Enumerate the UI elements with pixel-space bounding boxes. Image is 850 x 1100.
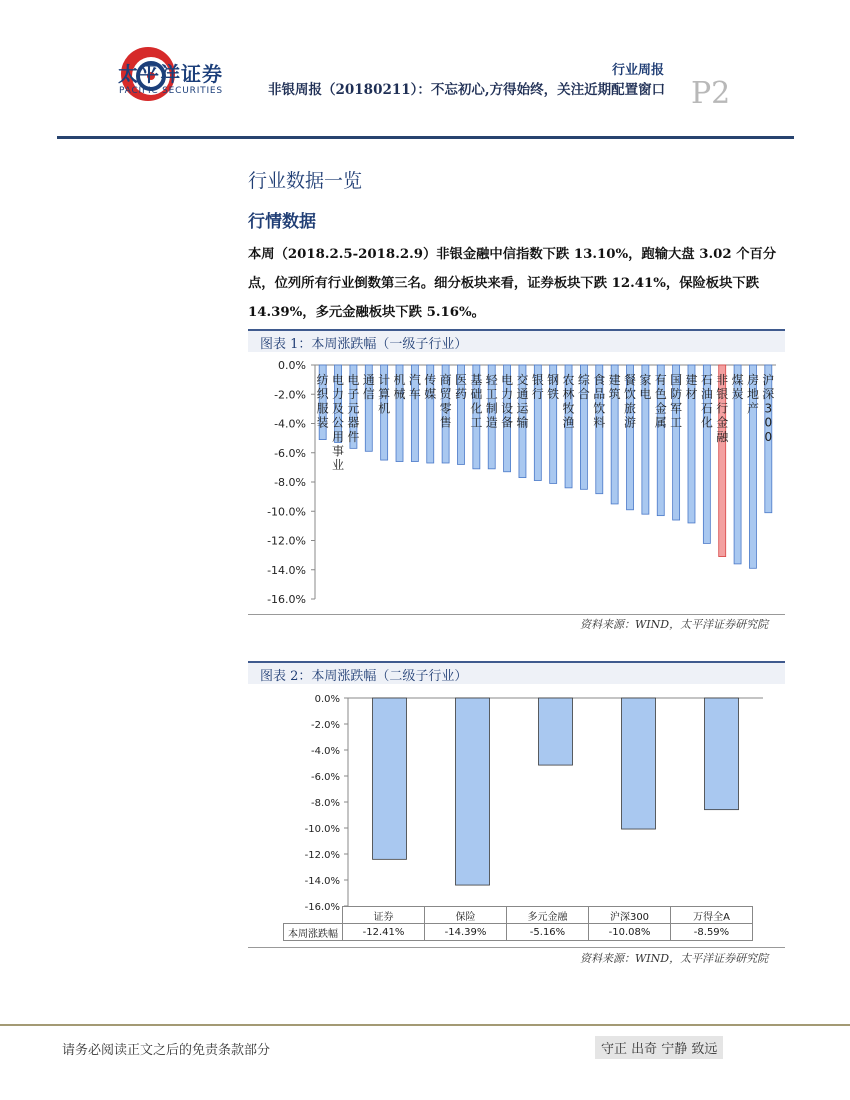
x-category-label: 军 [670, 401, 683, 416]
table-col-header: 沪深300 [589, 907, 671, 924]
x-category-label: 渔 [562, 415, 575, 430]
table-cell: -5.16% [507, 924, 589, 941]
x-category-label: 础 [470, 387, 483, 402]
table-header-row [284, 907, 753, 924]
x-category-label: 商 [439, 373, 452, 387]
x-category-label: 医 [454, 373, 467, 387]
x-category-label: 房 [746, 373, 759, 387]
y-tick-label: -10.0% [304, 824, 340, 835]
chart2 [248, 686, 785, 913]
x-category-label: 3 [764, 401, 773, 416]
y-tick-label: -2.0% [310, 720, 340, 731]
y-tick-label: -16.0% [267, 593, 306, 606]
x-category-label: 通 [362, 373, 375, 387]
x-category-label: 化 [470, 401, 483, 416]
x-category-label: 材 [685, 387, 698, 402]
figure2-data-table [283, 906, 753, 941]
table-cell: -12.41% [343, 924, 425, 941]
x-category-label: 0 [764, 429, 773, 444]
figure2-source: 资料来源：WIND，太平洋证券研究院 [580, 952, 769, 965]
x-category-label: 电 [501, 373, 514, 387]
x-category-label: 石 [700, 401, 713, 416]
y-tick-label: -4.0% [274, 417, 306, 431]
figure1-bottom-rule [248, 614, 785, 615]
x-category-label: 事 [332, 444, 345, 458]
x-category-label: 银 [716, 387, 729, 402]
header-divider [57, 136, 794, 139]
x-category-label: 制 [485, 401, 498, 416]
bar [539, 698, 573, 765]
y-tick-label: -8.0% [274, 476, 306, 489]
x-category-label: 产 [746, 401, 759, 416]
company-motto: 守正 出奇 宁静 致远 [595, 1036, 723, 1059]
x-category-label: 游 [624, 415, 637, 430]
y-tick-label: -8.0% [310, 798, 340, 809]
x-category-label: 算 [378, 387, 391, 402]
x-category-label: 运 [516, 401, 529, 416]
bar [705, 698, 739, 810]
x-category-label: 防 [670, 387, 683, 402]
x-category-label: 工 [485, 387, 498, 402]
x-category-label: 轻 [485, 373, 498, 387]
table-cell: -8.59% [671, 924, 753, 941]
x-category-label: 交 [516, 373, 529, 387]
table-col-header: 证券 [343, 907, 425, 924]
bar [456, 698, 490, 885]
x-category-label: 食 [593, 373, 606, 387]
x-category-label: 属 [654, 415, 667, 430]
x-category-label: 钢 [547, 373, 560, 387]
x-category-label: 计 [378, 373, 391, 387]
y-tick-label: -12.0% [304, 850, 340, 861]
x-category-label: 设 [501, 401, 514, 416]
x-category-label: 工 [470, 415, 483, 430]
footer-divider [0, 1024, 850, 1026]
chart1 [248, 353, 785, 615]
x-category-label: 造 [485, 415, 498, 430]
x-category-label: 建 [608, 373, 621, 387]
table-cell: -14.39% [425, 924, 507, 941]
x-category-label: 元 [347, 401, 360, 416]
x-category-label: 牧 [562, 401, 575, 416]
x-category-label: 料 [593, 415, 606, 430]
x-category-label: 炭 [731, 387, 744, 402]
x-category-label: 媒 [424, 387, 437, 402]
y-tick-label: -6.0% [274, 446, 306, 460]
x-category-label: 机 [393, 373, 406, 387]
y-tick-label: 0.0% [314, 694, 340, 705]
x-category-label: 工 [670, 415, 683, 430]
x-category-label: 深 [762, 387, 775, 402]
x-category-label: 家 [639, 373, 652, 387]
logo-text-en: PACIFIC SECURITIES [119, 86, 223, 96]
y-tick-label: -12.0% [267, 534, 306, 548]
body-paragraph: 本周（2018.2.5-2018.2.9）非银金融中信指数下跌 13.10%，跑输大盘 3.02 个百分点，位列所有行业倒数第三名。细分板块来看，证券板块下跌 12.41%，保险板块下跌 14.39%，多元金融板块下跌 5.16%。 [248, 247, 777, 320]
x-category-label: 服 [316, 401, 329, 416]
table-corner-cell [284, 907, 343, 924]
x-category-label: 电 [332, 373, 345, 387]
figure2-bottom-rule [248, 947, 785, 948]
x-category-label: 电 [347, 373, 360, 387]
subsection-title: 行情数据 [248, 212, 316, 232]
x-category-label: 机 [378, 401, 391, 416]
x-category-label: 子 [347, 387, 360, 402]
x-category-label: 旅 [624, 401, 637, 416]
x-category-label: 业 [332, 458, 345, 473]
x-category-label: 银 [531, 373, 544, 387]
x-category-label: 及 [332, 401, 345, 416]
x-category-label: 输 [516, 415, 529, 430]
x-category-label: 售 [439, 415, 452, 430]
figure1-source: 资料来源：WIND，太平洋证券研究院 [580, 618, 769, 631]
x-category-label: 沪 [762, 373, 775, 387]
y-tick-label: 0.0% [278, 359, 306, 372]
x-category-label: 农 [562, 373, 575, 387]
bar [622, 698, 656, 829]
table-col-header: 多元金融 [507, 907, 589, 924]
x-category-label: 融 [716, 429, 729, 444]
x-category-label: 金 [654, 401, 667, 416]
x-category-label: 汽 [408, 373, 421, 387]
x-category-label: 件 [347, 429, 360, 444]
x-category-label: 国 [670, 373, 683, 387]
x-category-label: 色 [654, 387, 667, 402]
x-category-label: 备 [501, 415, 514, 430]
x-category-label: 餐 [624, 373, 637, 387]
x-category-label: 地 [746, 387, 759, 402]
x-category-label: 用 [332, 429, 345, 444]
figure2-title: 图表 2：本周涨跌幅（二级子行业） [260, 669, 468, 684]
report-title: 非银周报（20180211）：不忘初心,方得始终，关注近期配置窗口 [268, 82, 666, 98]
x-category-label: 饮 [624, 387, 637, 402]
x-category-label: 综 [577, 373, 590, 387]
x-category-label: 力 [332, 387, 345, 402]
x-category-label: 电 [639, 387, 652, 402]
x-category-label: 铁 [547, 387, 560, 402]
x-category-label: 零 [439, 401, 452, 416]
x-category-label: 通 [516, 387, 529, 402]
x-category-label: 力 [501, 387, 514, 402]
x-category-label: 林 [562, 387, 575, 402]
table-row-label: 本周涨跌幅 [284, 924, 343, 941]
x-category-label: 信 [362, 387, 375, 402]
x-category-label: 纺 [316, 373, 329, 387]
x-category-label: 传 [424, 373, 437, 387]
x-category-label: 石 [700, 373, 713, 387]
x-category-label: 化 [700, 415, 713, 430]
x-category-label: 有 [654, 373, 667, 387]
y-tick-label: -6.0% [310, 772, 340, 783]
x-category-label: 煤 [731, 373, 744, 387]
logo-text-cn: 太平洋证券 [118, 62, 223, 86]
y-tick-label: -2.0% [274, 388, 306, 402]
table-row [284, 924, 753, 941]
x-category-label: 非 [716, 373, 729, 387]
y-tick-label: -10.0% [267, 505, 306, 519]
x-category-label: 合 [577, 387, 590, 402]
page-number: P2 [691, 76, 731, 111]
x-category-label: 车 [408, 387, 421, 402]
x-category-label: 0 [764, 415, 773, 430]
x-category-label: 筑 [608, 387, 621, 402]
x-category-label: 装 [316, 415, 329, 430]
section-title: 行业数据一览 [248, 170, 363, 192]
x-category-label: 饮 [593, 401, 606, 416]
table-col-header: 万得全A [671, 907, 753, 924]
table-col-header: 保险 [425, 907, 507, 924]
y-tick-label: -14.0% [304, 876, 340, 887]
x-category-label: 建 [685, 373, 698, 387]
report-type-label: 行业周报 [612, 63, 665, 78]
x-category-label: 药 [454, 387, 467, 402]
x-category-label: 行 [716, 401, 729, 416]
x-category-label: 行 [531, 387, 544, 402]
y-tick-label: -4.0% [310, 746, 340, 757]
x-category-label: 公 [332, 415, 345, 430]
x-category-label: 器 [347, 415, 360, 430]
x-category-label: 油 [700, 387, 713, 402]
table-cell: -10.08% [589, 924, 671, 941]
figure1-title: 图表 1：本周涨跌幅（一级子行业） [260, 337, 468, 352]
bar [373, 698, 407, 859]
x-category-label: 金 [716, 415, 729, 430]
disclaimer-note: 请务必阅读正文之后的免责条款部分 [62, 1043, 271, 1058]
x-category-label: 贸 [439, 387, 452, 402]
x-category-label: 织 [316, 387, 329, 402]
x-category-label: 品 [593, 387, 606, 402]
x-category-label: 基 [470, 373, 483, 387]
y-tick-label: -14.0% [267, 563, 306, 577]
y-tick-label: -16.0% [304, 902, 340, 913]
x-category-label: 械 [393, 387, 406, 402]
